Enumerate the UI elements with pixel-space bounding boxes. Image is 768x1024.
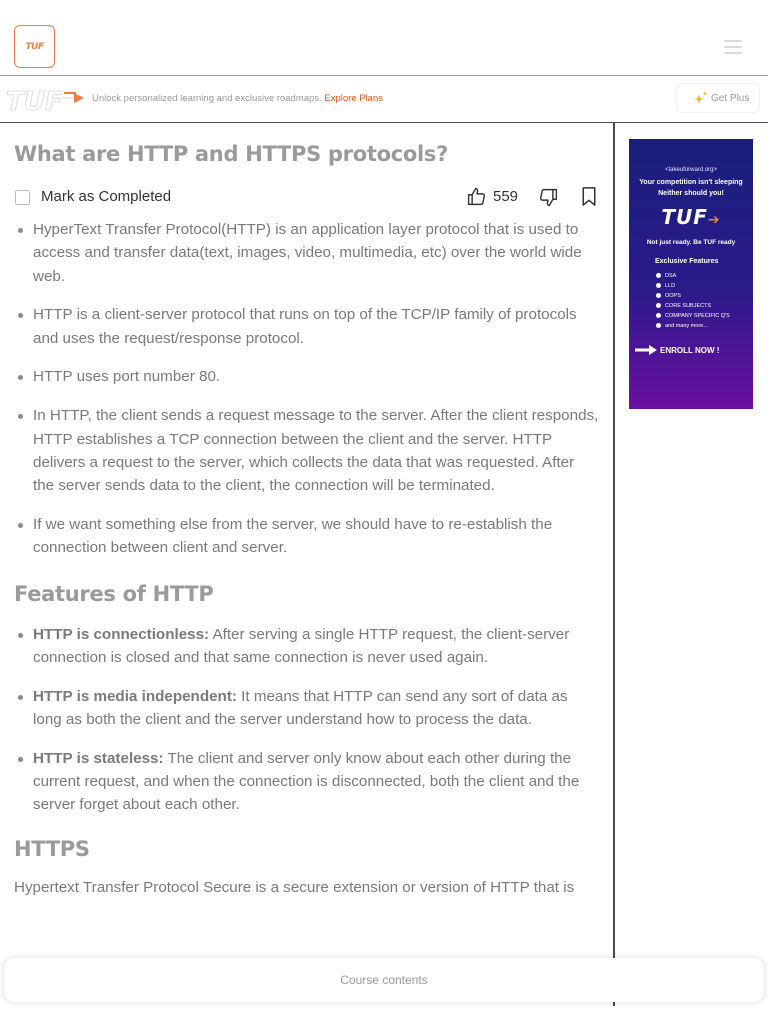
hamburger-icon[interactable]	[724, 40, 742, 54]
ad-feature-item: LLD	[656, 281, 753, 291]
features-list	[14, 623, 599, 817]
sidebar-divider	[613, 123, 615, 1006]
ad-feature-item: CORE SUBJECTS	[656, 301, 753, 311]
tuf-ad-banner[interactable]	[629, 139, 753, 409]
course-contents-label: Course contents	[340, 973, 428, 987]
tuf-watermark-logo	[4, 84, 88, 114]
sparkle-icon	[694, 91, 708, 105]
mark-completed-checkbox[interactable]	[15, 190, 30, 205]
list-item	[14, 623, 599, 670]
ad-brand-logo	[629, 205, 753, 229]
promo-message: Unlock personalized learning and exclusive roadmaps.	[92, 93, 322, 104]
ad-brand-text: TUF	[661, 205, 708, 229]
ad-features-list	[629, 271, 753, 331]
https-heading: HTTPS	[14, 836, 90, 861]
ad-cta[interactable]	[629, 345, 753, 355]
mark-completed-label[interactable]: Mark as Completed	[41, 188, 172, 205]
ad-line-2: Neither should you!	[658, 190, 724, 197]
feature-desc: After serving a single HTTP request, the client-server connection is closed and that same connection is never used again.	[33, 625, 570, 666]
article-actions	[14, 184, 599, 214]
promo-text	[92, 93, 383, 104]
feature-desc: The client and server only know about each other during the current request, and when the connection is disconnected, both the client and the server forget about each other.	[33, 749, 580, 814]
intro-list	[14, 218, 599, 560]
thumbs-down-icon[interactable]	[538, 187, 559, 208]
ad-cta-label: ENROLL NOW !	[660, 345, 720, 355]
feature-term: HTTP is media independent:	[33, 687, 237, 705]
ad-line-1: Your competition isn't sleeping	[639, 179, 743, 186]
list-item: HTTP is a client-server protocol that runs on top of the TCP/IP family of protocols and uses the request/response protocol.	[14, 303, 599, 350]
promo-banner	[0, 77, 768, 123]
arrow-icon: ➔	[707, 212, 721, 228]
like-count: 559	[493, 188, 519, 205]
feature-desc: It means that HTTP can send any sort of data as long as both the client and the server understand how to process the data.	[33, 687, 568, 728]
svg-text:TUF: TUF	[6, 87, 63, 114]
ad-feature-item: OOPS	[656, 291, 753, 301]
site-logo[interactable]	[14, 25, 55, 68]
top-header	[0, 0, 768, 76]
list-item: HyperText Transfer Protocol(HTTP) is an application layer protocol that is used to access and transfer data(text, images, video, multimedia, etc) over the world wide web.	[14, 218, 599, 288]
course-contents-button[interactable]	[4, 958, 764, 1002]
list-item	[14, 747, 599, 817]
ad-feature-item: DSA	[656, 271, 753, 281]
logo-text: TUF	[25, 41, 44, 52]
https-paragraph: Hypertext Transfer Protocol Secure is a secure extension or version of HTTP that is	[14, 878, 575, 896]
features-heading: Features of HTTP	[14, 581, 214, 606]
thumbs-up-icon[interactable]	[466, 186, 487, 207]
list-item: In HTTP, the client sends a request message to the server. After the client responds, HTTP establishes a TCP connection between the client and the server. HTTP delivers a request to the server, which collects the data that was requested. After the server sends data to the client, the connection will be terminated.	[14, 404, 599, 497]
list-item: If we want something else from the server, we should have to re-establish the connection between client and server.	[14, 513, 599, 560]
ad-site-label: <takeuforward.org>	[664, 167, 718, 173]
list-item	[14, 685, 599, 732]
bookmark-icon[interactable]	[580, 186, 598, 207]
ad-feature-item: and many more...	[656, 321, 753, 331]
feature-term: HTTP is stateless:	[33, 749, 164, 767]
ad-tagline: Not just ready. Be TUF ready	[646, 239, 736, 246]
explore-plans-link[interactable]: Explore Plans	[324, 93, 383, 104]
ad-features-title: Exclusive Features	[655, 258, 719, 265]
get-plus-button[interactable]	[676, 83, 760, 113]
cta-arrow-icon	[635, 345, 657, 355]
page-title: What are HTTP and HTTPS protocols?	[14, 142, 448, 166]
ad-feature-item: COMPANY SPECIFIC Q'S	[656, 311, 753, 321]
article-content	[0, 123, 613, 958]
get-plus-label: Get Plus	[711, 92, 750, 104]
feature-term: HTTP is connectionless:	[33, 625, 210, 643]
list-item: HTTP uses port number 80.	[14, 365, 599, 388]
